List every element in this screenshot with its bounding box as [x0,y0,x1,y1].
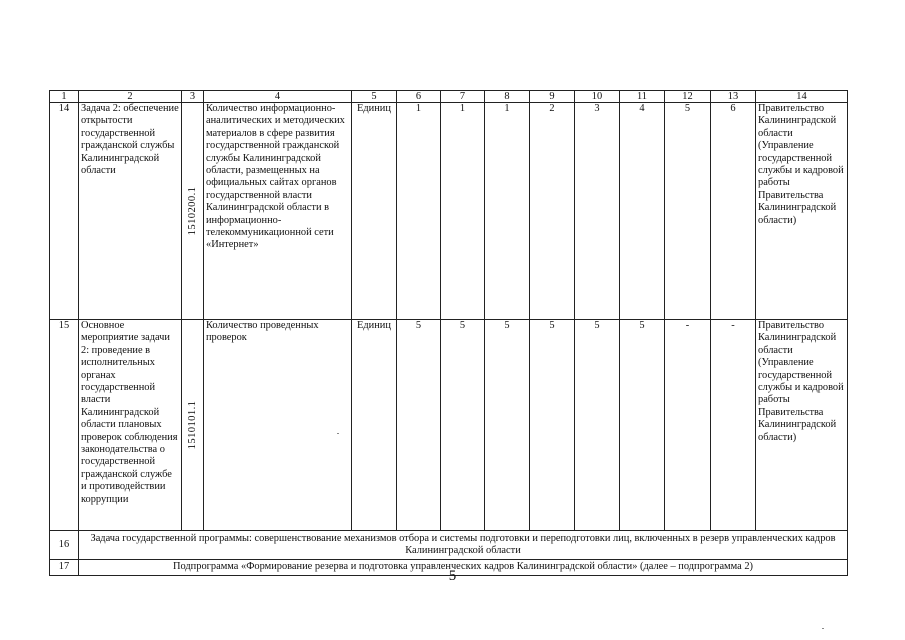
header-cell: 2 [79,91,182,103]
task-cell: Основное мероприятие задачи 2: проведение в исполнительных органах государственной власти Калининградской области плановых проверок соблюдения законодательства о государственной гражданской службе и противодействии коррупции [79,320,182,531]
value-cell: 6 [711,103,756,320]
value-cell: 1 [441,103,485,320]
header-cell: 5 [352,91,397,103]
table-row [50,103,848,320]
vertical-code: 1510200.1 [186,186,198,236]
row-number: 14 [50,103,79,320]
header-cell: 14 [756,91,848,103]
indicators-table [49,90,848,576]
value-cell: 5 [575,320,620,531]
header-cell: 13 [711,91,756,103]
header-cell: 4 [204,91,352,103]
row-number: 15 [50,320,79,531]
scan-speck [822,628,824,629]
code-cell [182,320,204,531]
header-cell: 8 [485,91,530,103]
header-cell: 12 [665,91,711,103]
indicator-cell: Количество информационно-аналитических и методических материалов в сфере развития государственной гражданской службы Калининградской области, размещенных на официальных сайтах органов государственной власти Калининградской области в информационно-телекоммуникационной сети «Интернет» [204,103,352,320]
responsible-cell: Правительство Калининградской области (Управление государственной службы и кадровой работы Правительства Калининградской области) [756,320,848,531]
value-cell: 5 [665,103,711,320]
header-cell: 11 [620,91,665,103]
value-cell: 5 [441,320,485,531]
column-number-row [50,91,848,103]
unit-cell: Единиц [352,103,397,320]
indicator-cell: Количество проведенных проверок [204,320,352,531]
table-row [50,320,848,531]
vertical-code: 1510101.1 [186,400,198,450]
header-cell: 6 [397,91,441,103]
value-cell: 1 [397,103,441,320]
value-cell: 5 [530,320,575,531]
row-number: 16 [50,531,79,560]
value-cell: 5 [620,320,665,531]
section-row [50,531,848,560]
program-task-cell: Задача государственной программы: совершенствование механизмов отбора и системы подготовки и переподготовки лиц, включенных в резерв управленческих кадров Калининградской области [79,531,848,560]
row-number: 17 [50,560,79,576]
header-cell: 3 [182,91,204,103]
header-cell: 1 [50,91,79,103]
value-cell: 5 [397,320,441,531]
responsible-cell: Правительство Калининградской области (Управление государственной службы и кадровой работы Правительства Калининградской области) [756,103,848,320]
value-cell: 2 [530,103,575,320]
value-cell: - [665,320,711,531]
value-cell: 1 [485,103,530,320]
header-cell: 10 [575,91,620,103]
header-cell: 9 [530,91,575,103]
unit-cell: Единиц [352,320,397,531]
code-cell [182,103,204,320]
page-number: 5 [448,568,457,584]
value-cell: 3 [575,103,620,320]
value-cell: - [711,320,756,531]
value-cell: 4 [620,103,665,320]
scan-speck [337,433,339,434]
subprogram-cell: Подпрограмма «Формирование резерва и подготовка управленческих кадров Калининградской области» (далее – подпрограмма 2) [79,560,848,576]
value-cell: 5 [485,320,530,531]
task-cell: Задача 2: обеспечение открытости государственной гражданской службы Калининградской области [79,103,182,320]
header-cell: 7 [441,91,485,103]
